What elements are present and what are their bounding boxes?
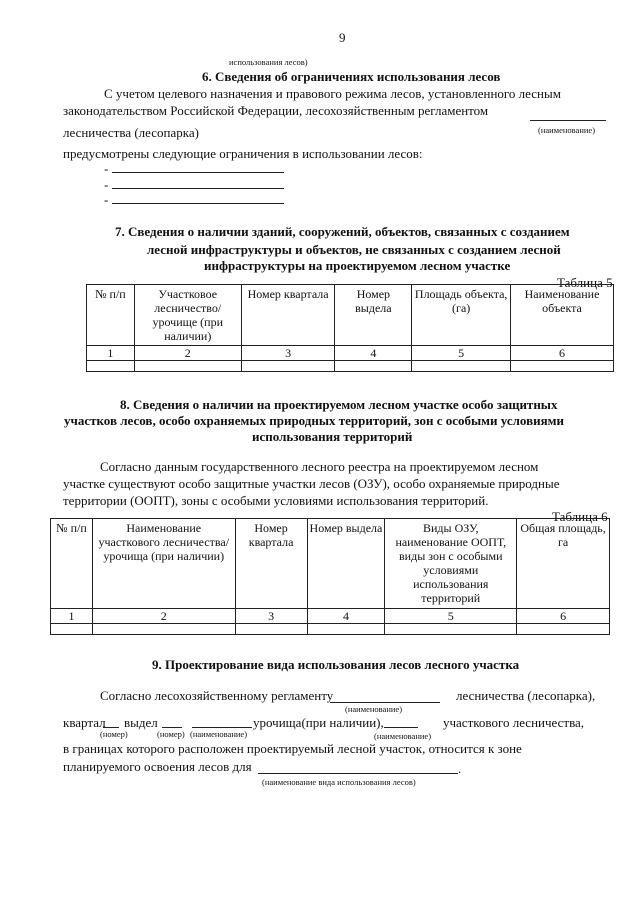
- usage-type-caption: (наименование вида использования лесов): [262, 777, 416, 787]
- section-7-title-line3: инфраструктуры на проектируемом лесном участке: [204, 258, 511, 273]
- table-5: [86, 284, 614, 372]
- table-6-header-cell: Виды ОЗУ, наименование ООПТ, виды зон с особыми условиями использования территорий: [385, 519, 517, 609]
- section-9-title: 9. Проектирование вида использования лесов лесного участка: [152, 657, 520, 672]
- table-5-empty-cell: [87, 361, 135, 372]
- table-5-empty-cell: [511, 361, 614, 372]
- table-6: [50, 518, 610, 635]
- kvartal-blank: [103, 727, 119, 728]
- table-5-header-cell: Наименование объекта: [511, 285, 614, 346]
- table-5-empty-cell: [335, 361, 412, 372]
- table-6-header-cell: № п/п: [51, 519, 93, 609]
- s8-paragraph-line1: Согласно данным государственного лесного реестра на проектируемом лесном: [100, 459, 539, 474]
- table-5-empty-row: [87, 361, 614, 372]
- table-6-empty-cell: [385, 624, 517, 635]
- table-5-empty-cell: [241, 361, 335, 372]
- regulation-name-line: [530, 120, 606, 121]
- s8-paragraph-line3: территории (ООПТ), зоны с особыми условиями использования территорий.: [63, 493, 489, 508]
- table-6-number-cell: 1: [51, 609, 93, 624]
- table-6-empty-cell: [235, 624, 307, 635]
- table-5-header-cell: Площадь объекта, (га): [412, 285, 511, 346]
- table-5-number-cell: 2: [134, 346, 241, 361]
- s6-paragraph-line4: предусмотрены следующие ограничения в использовании лесов:: [63, 146, 423, 161]
- table-5-header-cell: № п/п: [87, 285, 135, 346]
- table-6-empty-cell: [517, 624, 610, 635]
- table-6-number-row: [51, 609, 610, 624]
- s9-urochishche-label: урочища(при наличии),: [253, 715, 384, 730]
- s9-lesnichestvo-label: участкового лесничества,: [443, 715, 585, 730]
- section-8-title-line2: участков лесов, особо охраняемых природных территорий, зон с особыми условиями: [64, 413, 564, 428]
- s6-paragraph-line2: законодательством Российской Федерации, лесохозяйственным регламентом: [63, 103, 489, 118]
- table-6-header-cell: Номер квартала: [235, 519, 307, 609]
- table-6-empty-cell: [92, 624, 235, 635]
- table-6-empty-cell: [307, 624, 385, 635]
- table-6-header-cell: Наименование участкового лесничества/урочища (при наличии): [92, 519, 235, 609]
- table-6-number-cell: 5: [385, 609, 517, 624]
- s6-paragraph-line1: С учетом целевого назначения и правового режима лесов, установленного лесным: [104, 86, 561, 101]
- table-5-number-cell: 4: [335, 346, 412, 361]
- table-5-empty-cell: [412, 361, 511, 372]
- s9-vydel-label: выдел: [124, 715, 158, 730]
- vydel-blank: [162, 727, 182, 728]
- usage-type-blank: [258, 773, 458, 774]
- table-5-number-cell: 1: [87, 346, 135, 361]
- table-5-number-row: [87, 346, 614, 361]
- table-5-number-cell: 3: [241, 346, 335, 361]
- table-6-header-cell: Общая площадь, га: [517, 519, 610, 609]
- urochishche-blank: [192, 727, 252, 728]
- table-6-empty-cell: [51, 624, 93, 635]
- table-6-header-cell: Номер выдела: [307, 519, 385, 609]
- section-8-title-line3: использования территорий: [252, 429, 413, 444]
- vydel-caption: (номер): [157, 729, 185, 739]
- page-number: 9: [339, 30, 346, 45]
- s9-period: .: [458, 761, 462, 776]
- section-6-title: 6. Сведения об ограничениях использования лесов: [202, 69, 501, 84]
- s9-line3: в границах которого расположен проектируемый лесной участок, относится к зоне: [63, 741, 522, 756]
- table-5-number-cell: 6: [511, 346, 614, 361]
- lesnichestvo-blank: [384, 727, 418, 728]
- s9-regulation-blank: [330, 702, 440, 703]
- table-6-number-cell: 2: [92, 609, 235, 624]
- top-fragment: использования лесов): [229, 57, 308, 67]
- table-6-number-cell: 3: [235, 609, 307, 624]
- table-5-header-row: [87, 285, 614, 346]
- table-5-number-cell: 5: [412, 346, 511, 361]
- table-6-number-cell: 6: [517, 609, 610, 624]
- kvartal-caption: (номер): [100, 729, 128, 739]
- table-6-number-cell: 4: [307, 609, 385, 624]
- section-7-title-line1: 7. Сведения о наличии зданий, сооружений, объектов, связанных с созданием: [115, 224, 570, 239]
- urochishche-caption: (наименование): [190, 729, 248, 739]
- table-6-empty-row: [51, 624, 610, 635]
- s9-line4: планируемого освоения лесов для: [63, 759, 252, 774]
- s9-line1-start: Согласно лесохозяйственному регламенту: [100, 688, 334, 703]
- table-5-empty-cell: [134, 361, 241, 372]
- s8-paragraph-line2: участке существуют особо защитные участки лесов (ОЗУ), особо охраняемые природные: [63, 476, 560, 491]
- table-5-label: Таблица 5: [557, 275, 613, 290]
- table-5-header-cell: Номер квартала: [241, 285, 335, 346]
- regulation-name-caption: (наименование): [538, 125, 596, 135]
- table-5-header-cell: Участковое лесничество/ урочище (при наличии): [134, 285, 241, 346]
- s9-regulation-caption: (наименование): [345, 704, 403, 714]
- table-5-header-cell: Номер выдела: [335, 285, 412, 346]
- lesnichestvo-caption: (наименование): [374, 731, 432, 741]
- s9-line1-end: лесничества (лесопарка),: [456, 688, 596, 703]
- table-6-header-row: [51, 519, 610, 609]
- section-7-title-line2: лесной инфраструктуры и объектов, не связанных с созданием лесной: [147, 242, 561, 257]
- s6-paragraph-line3: лесничества (лесопарка): [63, 125, 199, 140]
- section-8-title-line1: 8. Сведения о наличии на проектируемом лесном участке особо защитных: [120, 397, 558, 412]
- table-6-label: Таблица 6: [552, 509, 608, 524]
- s9-kvartal-label: квартал: [63, 715, 106, 730]
